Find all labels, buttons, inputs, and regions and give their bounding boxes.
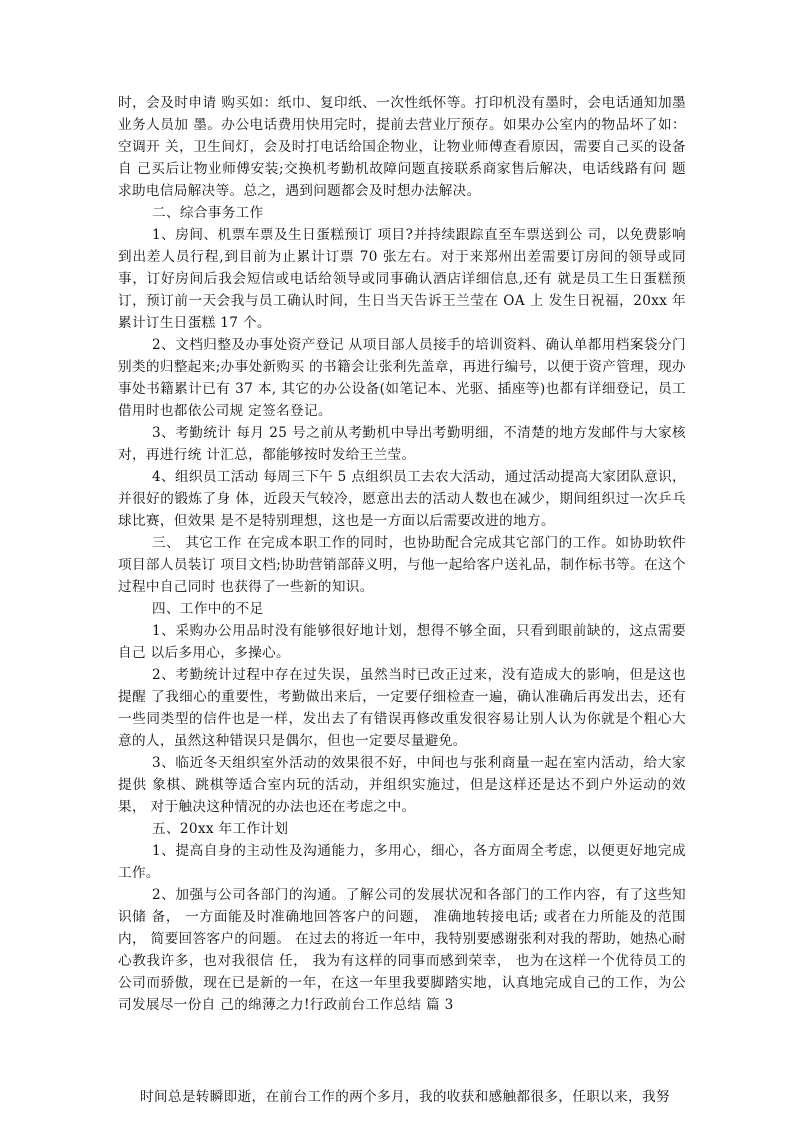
next-article-paragraph: 时间总是转瞬即逝，在前台工作的两个多月，我的收获和感触都很多，任职以来，我努 [140,1089,670,1105]
paragraph-5-2: 2、加强与公司各部门的沟通。了解公司的发展状况和各部门的工作内容，有了这些知识储 备， 一方面能及时准确地回答客户的问题， 准确地转接电话; 或者在力所能及的范围内， 简要回答客户的问题。 在过去的将近一年中，我特别要感谢张利对我的帮助，她热心耐心教我许多，也对我很信 任， 我为有这样的同事而感到荣幸， 也为在这样一个优待员工的公司而骄傲，现在已是新的一年，在这一年里我要脚踏实地，认真地完成自己的工作，为公司发展尽一份自 己的绵薄之力!行政前台工作总结 篇 3 [118,887,686,1013]
paragraph-5-1: 1、提高自身的主动性及沟通能力，多用心，细心，各方面周全考虑，以便更好地完成工作。 [118,843,686,881]
paragraph-4-2: 2、考勤统计过程中存在过失误，虽然当时已改正过来，没有造成大的影响，但是这也提醒 了我细心的重要性，考勤做出来后，一定要仔细检查一遍，确认准确后再发出去，还有 一些同类型的信件也是一样，发出去了有错误再修改重发很容易让别人认为你就是个粗心大意的人，虽然这种错误只是偶尔，但也一定要尽量避免。 [118,667,686,749]
section-3-other-work: 三、 其它工作 在完成本职工作的同时，也协助配合完成其它部门的工作。如协助软件项目部人员装订 项目文档;协助营销部薛义明，与他一起给客户送礼品，制作标书等。在这个过程中自己同时 也获得了一些新的知识。 [118,535,686,595]
paragraph-4-3: 3、临近冬天组织室外活动的效果很不好，中间也与张利商量一起在室内活动，给大家提供 象棋、跳棋等适合室内玩的活动，并组织实施过，但是这样还是达不到户外运动的效果， 对于触决这种情况的办法也还在考虑之中。 [118,755,686,815]
paragraph-2-3: 3、考勤统计 每月 25 号之前从考勤机中导出考勤明细，不清楚的地方发邮件与大家核对，再进行统 计汇总，都能够按时发给王兰莹。 [118,425,686,463]
paragraph-2-4: 4、组织员工活动 每周三下午 5 点组织员工去农大活动，通过活动提高大家团队意识，并很好的锻炼了身 体，近段天气较冷，愿意出去的活动人数也在减少，期间组织过一次乒乓球比赛，但效果 是不是特别理想，这也是一方面以后需要改进的地方。 [118,469,686,529]
paragraph-continuation: 时，会及时申请 购买如：纸巾、复印纸、一次性纸怀等。打印机没有墨时，会电话通知加墨业务人员加 墨。办公电话费用快用完时，提前去营业厅预存。如果办公室内的物品坏了如：空调开 关，卫生间灯，会及时打电话给国企物业，让物业师傅查看原因，需要自己买的设备自 己买后让物业师傅安装;交换机考勤机故障问题直接联系商家售后解决，电话线路有问 题求助电信局解决等。总之，遇到问题都会及时想办法解决。 [118,95,686,199]
section-heading-2: 二、综合事务工作 [152,205,264,221]
section-heading-4: 四、工作中的不足 [152,601,264,617]
document-body [118,92,686,1016]
paragraph-2-2: 2、文档归整及办事处资产登记 从项目部人员接手的培训资料、确认单都用档案袋分门别类的归整起来;办事处新购买 的书籍会让张利先盖章，再进行编号，以便于资产管理，现办事处书籍累计已有 37 本, 其它的办公设备(如笔记本、光驱、插座等)也都有详细登记，员工借用时也都依公司规 定签名登记。 [118,337,686,419]
paragraph-4-1: 1、采购办公用品时没有能够很好地计划，想得不够全面，只看到眼前缺的，这点需要自己 以后多用心，多操心。 [118,623,686,661]
section-heading-5: 五、20xx 年工作计划 [152,821,289,837]
paragraph-2-1: 1、房间、机票车票及生日蛋糕预订 项目?并持续跟踪直至车票送到公 司，以免费影响到出差人员行程,到目前为止累计订票 70 张左右。对于来郑州出差需要订房间的领导或同事，订好房间后我会短信或电话给领导或同事确认酒店详细信息,还有 就是员工生日蛋糕预订，预订前一天会我与员工确认时间，生日当天告诉王兰莹在 OA 上 发生日祝福，20xx 年累计订生日蛋糕 17 个。 [118,227,686,331]
